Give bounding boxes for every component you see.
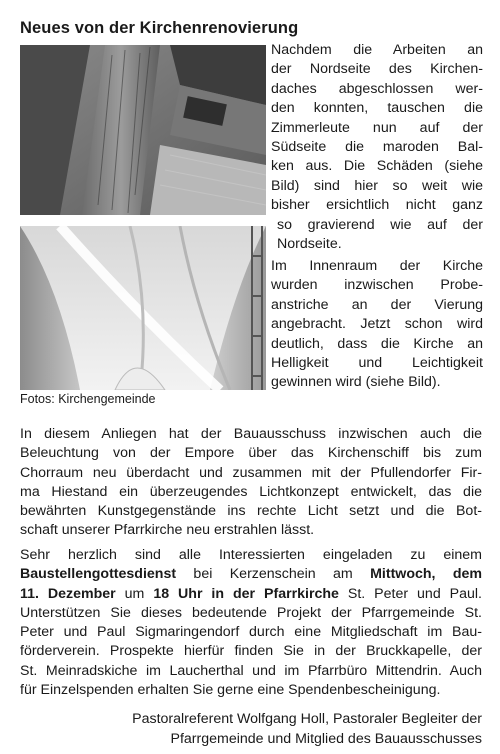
signature-line: Pfarrgemeinde und Mitglied des Bauausschusses — [170, 731, 482, 747]
text-line: der Nordseite des Kirchen- — [271, 61, 483, 78]
text-line: so gravierend wie auf der — [277, 216, 483, 233]
text-line: anstriche an der Vierung — [271, 296, 483, 313]
text-line: Beleuchtung von der Empore über das Kirchenschiff bis zum — [20, 445, 482, 462]
event-day: Mittwoch, dem — [370, 566, 483, 583]
text-line: förderverein. Prospekte hierfür finden Sie in der Bruckkapelle, der — [20, 643, 482, 660]
text-line: schaft unserer Pfarrkirche neu erstrahlen lässt. — [20, 522, 315, 539]
text-line: ma Hiestand ein überzeugendes Lichtkonzept entwickelt, das die — [20, 483, 482, 500]
text-line: Helligkeit und Leichtigkeit — [271, 355, 483, 372]
text-line: Zimmerleute nun auf der — [271, 119, 483, 136]
text-line: bisher ersichtlich nicht ganz — [271, 197, 483, 214]
text-line: bewährten Kunstgegenstände ins rechte Licht setzt und die Bot- — [20, 503, 482, 520]
text-line: Südseite die maroden Bal- — [271, 139, 483, 156]
event-time-place: 18 Uhr in der Pfarrkirche — [153, 585, 339, 602]
article-headline: Neues von der Kirchenrenovierung — [20, 19, 299, 37]
text-line: gewinnen wird (siehe Bild). — [271, 374, 441, 391]
text-line: deutlich, dass die Kirche an — [271, 335, 483, 352]
text-line: In diesem Anliegen hat der Bauausschuss inzwischen auch die — [20, 426, 482, 442]
text-line: Sehr herzlich sind alle Interessierten eingeladen zu einem — [20, 547, 482, 563]
text-line: wurden inzwischen Probe- — [271, 277, 483, 294]
text-line: St. Meinradskiche im Laucherthal und im Pfarrbüro Mittendrin. Auch — [20, 662, 482, 679]
event-date: 11. Dezember — [20, 585, 116, 602]
side-paragraph-1 — [271, 41, 483, 254]
text-line: Unterstützen Sie dieses bedeutende Projekt der Pfarrgemeinde St. — [20, 604, 482, 621]
text-line: Chorraum neu überdacht und zusammen mit der Pfullendorfer Fir- — [20, 464, 482, 481]
text-line: Im Innenraum der Kirche — [271, 258, 483, 274]
text-line: für Einzelspenden erhalten Sie gerne eine Spendenbescheinigung. — [20, 682, 441, 699]
paragraph-lighting — [20, 425, 482, 541]
photo-caption: Fotos: Kirchengemeinde — [20, 392, 156, 406]
text-line: angebracht. Jetzt schon wird — [271, 316, 483, 333]
paragraph-invitation — [20, 546, 482, 700]
text-line: 11. Dezember um 18 Uhr in der Pfarrkirche St. Peter und Paul. — [20, 585, 482, 602]
text-line: ken aus. Die Schäden (siehe — [271, 158, 483, 175]
text-line: Nachdem die Arbeiten an — [271, 42, 483, 58]
author-signature — [20, 709, 482, 749]
text-line: Peter und Paul Sigmaringendorf durch eine Mitgliedschaft im Bau- — [20, 624, 482, 641]
text-line: daches abgeschlossen wer- — [271, 80, 483, 97]
text-line: Baustellengottesdienst bei Kerzenschein am Mittwoch, dem — [20, 566, 483, 583]
roof-beams-photo — [20, 45, 266, 215]
text-line: Nordseite. — [277, 236, 342, 253]
event-name: Baustellengottesdienst — [20, 566, 177, 583]
text-line: den konnten, tauschen die — [271, 100, 483, 117]
side-paragraph-2 — [271, 257, 483, 393]
signature-line: Pastoralreferent Wolfgang Holl, Pastoraler Begleiter der — [132, 711, 482, 727]
text-line: Bild) sind hier so weit wie — [271, 177, 483, 194]
interior-ceiling-photo — [20, 226, 266, 390]
